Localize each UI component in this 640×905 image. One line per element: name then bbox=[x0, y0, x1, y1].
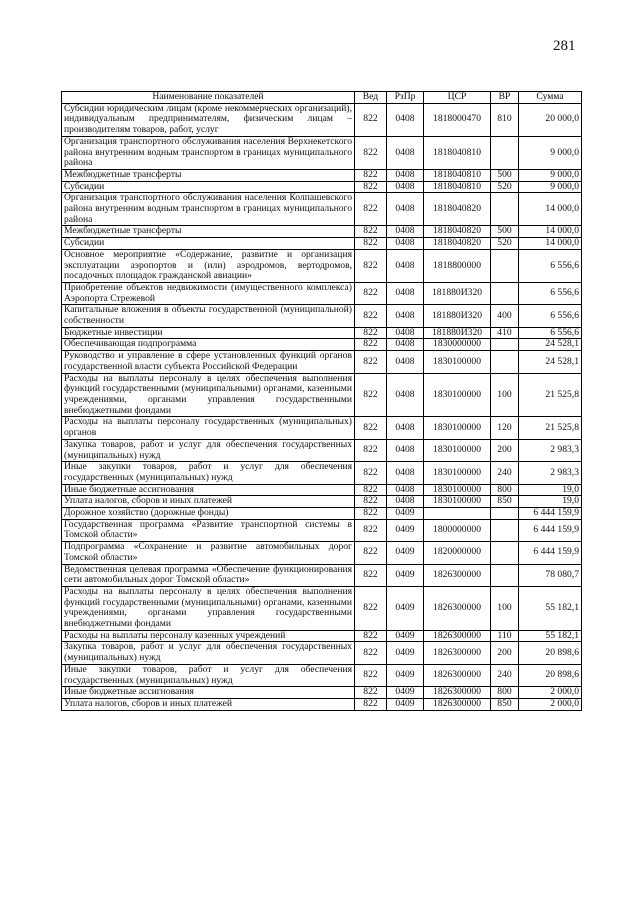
table-row bbox=[62, 136, 582, 169]
cell-csr: 181880И320 bbox=[424, 327, 491, 339]
cell-rzpr: 0408 bbox=[387, 226, 424, 238]
table-row bbox=[62, 238, 582, 250]
table-row bbox=[62, 305, 582, 327]
table-row bbox=[62, 462, 582, 484]
cell-vr: 120 bbox=[491, 417, 519, 439]
cell-ved: 822 bbox=[355, 305, 387, 327]
table-row bbox=[62, 327, 582, 339]
table-header bbox=[62, 92, 582, 104]
cell-vr: 100 bbox=[491, 586, 519, 630]
cell-rzpr: 0408 bbox=[387, 339, 424, 351]
cell-ved: 822 bbox=[355, 249, 387, 282]
cell-csr: 1826300000 bbox=[424, 664, 491, 686]
cell-ved: 822 bbox=[355, 136, 387, 169]
cell-rzpr: 0409 bbox=[387, 630, 424, 642]
cell-name: Расходы на выплаты персоналу государственных (муниципальных) органов bbox=[62, 417, 355, 439]
table-row bbox=[62, 630, 582, 642]
table-row bbox=[62, 181, 582, 193]
cell-vr bbox=[491, 519, 519, 541]
cell-sum: 78 080,7 bbox=[519, 564, 582, 586]
cell-vr: 850 bbox=[491, 698, 519, 710]
cell-name: Иные закупки товаров, работ и услуг для обеспечения государственных (муниципальных) нужд bbox=[62, 664, 355, 686]
cell-rzpr: 0408 bbox=[387, 305, 424, 327]
cell-sum: 6 556,6 bbox=[519, 249, 582, 282]
cell-ved: 822 bbox=[355, 373, 387, 417]
cell-vr: 800 bbox=[491, 687, 519, 699]
cell-csr: 1818040810 bbox=[424, 136, 491, 169]
cell-rzpr: 0409 bbox=[387, 519, 424, 541]
cell-rzpr: 0408 bbox=[387, 169, 424, 181]
cell-name: Иные закупки товаров, работ и услуг для обеспечения государственных (муниципальных) нужд bbox=[62, 462, 355, 484]
cell-vr: 200 bbox=[491, 642, 519, 664]
cell-csr: 1830100000 bbox=[424, 417, 491, 439]
cell-sum: 9 000,0 bbox=[519, 169, 582, 181]
cell-name: Государственная программа «Развитие транспортной системы в Томской области» bbox=[62, 519, 355, 541]
cell-name: Субсидии юридическим лицам (кроме некоммерческих организаций), индивидуальным предпринимателям, физическим лицам – производителям товаров, работ, услуг bbox=[62, 103, 355, 136]
cell-vr bbox=[491, 508, 519, 520]
header-vr: ВР bbox=[491, 92, 519, 104]
cell-csr: 1830100000 bbox=[424, 373, 491, 417]
table-row bbox=[62, 439, 582, 461]
cell-name: Субсидии bbox=[62, 181, 355, 193]
cell-name: Иные бюджетные ассигнования bbox=[62, 687, 355, 699]
cell-ved: 822 bbox=[355, 630, 387, 642]
header-row bbox=[62, 92, 582, 104]
cell-csr: 1818800000 bbox=[424, 249, 491, 282]
cell-name: Уплата налогов, сборов и иных платежей bbox=[62, 698, 355, 710]
cell-csr: 1826300000 bbox=[424, 630, 491, 642]
cell-name: Расходы на выплаты персоналу в целях обеспечения выполнения функций государственными (муниципальными) органами, казенными учреждениями, органами управления государственными внебюджетными фондами bbox=[62, 373, 355, 417]
cell-csr: 1826300000 bbox=[424, 642, 491, 664]
table-row bbox=[62, 103, 582, 136]
cell-rzpr: 0409 bbox=[387, 586, 424, 630]
cell-vr bbox=[491, 339, 519, 351]
cell-sum: 19,0 bbox=[519, 496, 582, 508]
cell-rzpr: 0408 bbox=[387, 484, 424, 496]
cell-rzpr: 0408 bbox=[387, 462, 424, 484]
cell-name: Расходы на выплаты персоналу в целях обеспечения выполнения функций государственными (муниципальными) органами, казенными учреждениями, органами управления государственными внебюджетными фондами bbox=[62, 586, 355, 630]
cell-ved: 822 bbox=[355, 496, 387, 508]
table-row bbox=[62, 226, 582, 238]
cell-name: Руководство и управление в сфере установленных функций органов государственной власти субъекта Российской Федерации bbox=[62, 351, 355, 373]
table-row bbox=[62, 508, 582, 520]
cell-ved: 822 bbox=[355, 484, 387, 496]
table-row bbox=[62, 519, 582, 541]
cell-sum: 6 556,6 bbox=[519, 282, 582, 304]
cell-vr: 850 bbox=[491, 496, 519, 508]
cell-rzpr: 0408 bbox=[387, 373, 424, 417]
cell-sum: 21 525,8 bbox=[519, 373, 582, 417]
cell-rzpr: 0408 bbox=[387, 249, 424, 282]
cell-vr: 520 bbox=[491, 238, 519, 250]
cell-vr bbox=[491, 564, 519, 586]
cell-csr: 181880И320 bbox=[424, 282, 491, 304]
cell-ved: 822 bbox=[355, 181, 387, 193]
cell-rzpr: 0409 bbox=[387, 664, 424, 686]
cell-csr: 181880И320 bbox=[424, 305, 491, 327]
cell-name: Приобретение объектов недвижимости (имущественного комплекса) Аэропорта Стрежевой bbox=[62, 282, 355, 304]
header-name: Наименование показателей bbox=[62, 92, 355, 104]
cell-sum: 24 528,1 bbox=[519, 351, 582, 373]
cell-rzpr: 0409 bbox=[387, 642, 424, 664]
cell-csr: 1826300000 bbox=[424, 698, 491, 710]
cell-vr bbox=[491, 282, 519, 304]
cell-ved: 822 bbox=[355, 282, 387, 304]
header-rzpr: РзПр bbox=[387, 92, 424, 104]
cell-sum: 14 000,0 bbox=[519, 193, 582, 226]
cell-vr: 500 bbox=[491, 226, 519, 238]
table-row bbox=[62, 373, 582, 417]
cell-name: Иные бюджетные ассигнования bbox=[62, 484, 355, 496]
cell-csr: 1830100000 bbox=[424, 496, 491, 508]
cell-vr bbox=[491, 249, 519, 282]
cell-name: Закупка товаров, работ и услуг для обеспечения государственных (муниципальных) нужд bbox=[62, 439, 355, 461]
table-row bbox=[62, 496, 582, 508]
table-row bbox=[62, 169, 582, 181]
cell-sum: 6 444 159,9 bbox=[519, 508, 582, 520]
cell-sum: 2 983,3 bbox=[519, 439, 582, 461]
cell-name: Расходы на выплаты персоналу казенных учреждений bbox=[62, 630, 355, 642]
cell-rzpr: 0408 bbox=[387, 193, 424, 226]
cell-csr: 1818000470 bbox=[424, 103, 491, 136]
budget-table bbox=[61, 91, 582, 711]
cell-name: Уплата налогов, сборов и иных платежей bbox=[62, 496, 355, 508]
table-row bbox=[62, 417, 582, 439]
cell-sum: 19,0 bbox=[519, 484, 582, 496]
cell-ved: 822 bbox=[355, 564, 387, 586]
cell-name: Дорожное хозяйство (дорожные фонды) bbox=[62, 508, 355, 520]
table-row bbox=[62, 282, 582, 304]
cell-rzpr: 0408 bbox=[387, 351, 424, 373]
table-row bbox=[62, 664, 582, 686]
cell-name: Межбюджетные трансферты bbox=[62, 226, 355, 238]
table-row bbox=[62, 687, 582, 699]
cell-ved: 822 bbox=[355, 417, 387, 439]
cell-ved: 822 bbox=[355, 439, 387, 461]
cell-name: Подпрограмма «Сохранение и развитие автомобильных дорог Томской области» bbox=[62, 542, 355, 564]
cell-vr bbox=[491, 542, 519, 564]
page-number: 281 bbox=[553, 38, 576, 54]
cell-csr: 1818040820 bbox=[424, 193, 491, 226]
cell-sum: 21 525,8 bbox=[519, 417, 582, 439]
table-row bbox=[62, 542, 582, 564]
cell-csr: 1820000000 bbox=[424, 542, 491, 564]
cell-ved: 822 bbox=[355, 238, 387, 250]
table-row bbox=[62, 339, 582, 351]
cell-ved: 822 bbox=[355, 351, 387, 373]
cell-csr: 1818040820 bbox=[424, 226, 491, 238]
cell-ved: 822 bbox=[355, 642, 387, 664]
cell-ved: 822 bbox=[355, 226, 387, 238]
table-row bbox=[62, 484, 582, 496]
cell-sum: 6 444 159,9 bbox=[519, 519, 582, 541]
cell-csr: 1826300000 bbox=[424, 687, 491, 699]
table-body bbox=[62, 103, 582, 710]
table-row bbox=[62, 351, 582, 373]
cell-rzpr: 0408 bbox=[387, 496, 424, 508]
cell-name: Капитальные вложения в объекты государственной (муниципальной) собственности bbox=[62, 305, 355, 327]
cell-ved: 822 bbox=[355, 519, 387, 541]
header-sum: Сумма bbox=[519, 92, 582, 104]
header-csr: ЦСР bbox=[424, 92, 491, 104]
cell-ved: 822 bbox=[355, 542, 387, 564]
cell-ved: 822 bbox=[355, 169, 387, 181]
cell-rzpr: 0408 bbox=[387, 238, 424, 250]
cell-rzpr: 0408 bbox=[387, 417, 424, 439]
cell-vr: 800 bbox=[491, 484, 519, 496]
cell-ved: 822 bbox=[355, 193, 387, 226]
cell-name: Организация транспортного обслуживания населения Колпашевского района внутренним водным транспортом в границах муниципального района bbox=[62, 193, 355, 226]
cell-ved: 822 bbox=[355, 586, 387, 630]
cell-rzpr: 0408 bbox=[387, 327, 424, 339]
cell-csr: 1826300000 bbox=[424, 564, 491, 586]
cell-vr: 400 bbox=[491, 305, 519, 327]
cell-vr: 200 bbox=[491, 439, 519, 461]
cell-name: Межбюджетные трансферты bbox=[62, 169, 355, 181]
cell-sum: 6 444 159,9 bbox=[519, 542, 582, 564]
cell-rzpr: 0408 bbox=[387, 181, 424, 193]
cell-sum: 20 000,0 bbox=[519, 103, 582, 136]
cell-vr: 520 bbox=[491, 181, 519, 193]
cell-rzpr: 0408 bbox=[387, 103, 424, 136]
cell-name: Организация транспортного обслуживания населения Верхнекетского района внутренним водным транспортом в границах муниципального района bbox=[62, 136, 355, 169]
cell-csr: 1830000000 bbox=[424, 339, 491, 351]
cell-name: Ведомственная целевая программа «Обеспечение функционирования сети автомобильных дорог Томской области» bbox=[62, 564, 355, 586]
cell-rzpr: 0408 bbox=[387, 439, 424, 461]
cell-sum: 9 000,0 bbox=[519, 181, 582, 193]
cell-sum: 2 000,0 bbox=[519, 698, 582, 710]
table-row bbox=[62, 586, 582, 630]
table-row bbox=[62, 249, 582, 282]
cell-vr bbox=[491, 136, 519, 169]
cell-csr: 1800000000 bbox=[424, 519, 491, 541]
cell-sum: 14 000,0 bbox=[519, 226, 582, 238]
table-row bbox=[62, 698, 582, 710]
table-row bbox=[62, 642, 582, 664]
cell-vr: 410 bbox=[491, 327, 519, 339]
cell-ved: 822 bbox=[355, 687, 387, 699]
cell-ved: 822 bbox=[355, 327, 387, 339]
cell-rzpr: 0409 bbox=[387, 564, 424, 586]
cell-csr: 1830100000 bbox=[424, 351, 491, 373]
cell-ved: 822 bbox=[355, 664, 387, 686]
cell-sum: 6 556,6 bbox=[519, 327, 582, 339]
cell-vr: 240 bbox=[491, 664, 519, 686]
cell-sum: 14 000,0 bbox=[519, 238, 582, 250]
cell-name: Субсидии bbox=[62, 238, 355, 250]
cell-vr bbox=[491, 351, 519, 373]
cell-sum: 55 182,1 bbox=[519, 586, 582, 630]
cell-csr: 1826300000 bbox=[424, 586, 491, 630]
cell-name: Бюджетные инвестиции bbox=[62, 327, 355, 339]
cell-ved: 822 bbox=[355, 698, 387, 710]
cell-vr bbox=[491, 193, 519, 226]
cell-sum: 20 898,6 bbox=[519, 642, 582, 664]
cell-name: Закупка товаров, работ и услуг для обеспечения государственных (муниципальных) нужд bbox=[62, 642, 355, 664]
cell-vr: 240 bbox=[491, 462, 519, 484]
cell-sum: 2 983,3 bbox=[519, 462, 582, 484]
cell-rzpr: 0408 bbox=[387, 136, 424, 169]
cell-csr: 1830100000 bbox=[424, 439, 491, 461]
cell-rzpr: 0409 bbox=[387, 508, 424, 520]
cell-ved: 822 bbox=[355, 508, 387, 520]
header-ved: Вед bbox=[355, 92, 387, 104]
cell-csr bbox=[424, 508, 491, 520]
cell-sum: 20 898,6 bbox=[519, 664, 582, 686]
cell-vr: 100 bbox=[491, 373, 519, 417]
cell-sum: 55 182,1 bbox=[519, 630, 582, 642]
cell-ved: 822 bbox=[355, 462, 387, 484]
cell-csr: 1818040820 bbox=[424, 238, 491, 250]
cell-sum: 24 528,1 bbox=[519, 339, 582, 351]
cell-name: Обеспечивающая подпрограмма bbox=[62, 339, 355, 351]
cell-csr: 1830100000 bbox=[424, 462, 491, 484]
cell-rzpr: 0409 bbox=[387, 542, 424, 564]
cell-rzpr: 0408 bbox=[387, 282, 424, 304]
table-row bbox=[62, 564, 582, 586]
cell-ved: 822 bbox=[355, 103, 387, 136]
cell-csr: 1818040810 bbox=[424, 169, 491, 181]
table-row bbox=[62, 193, 582, 226]
cell-name: Основное мероприятие «Содержание, развитие и организация эксплуатации аэропортов и (или) аэродромов, вертодромов, посадочных площадок гражданской авиации» bbox=[62, 249, 355, 282]
cell-sum: 2 000,0 bbox=[519, 687, 582, 699]
cell-rzpr: 0409 bbox=[387, 687, 424, 699]
cell-ved: 822 bbox=[355, 339, 387, 351]
cell-sum: 6 556,6 bbox=[519, 305, 582, 327]
cell-rzpr: 0409 bbox=[387, 698, 424, 710]
cell-sum: 9 000,0 bbox=[519, 136, 582, 169]
cell-vr: 110 bbox=[491, 630, 519, 642]
cell-vr: 500 bbox=[491, 169, 519, 181]
cell-vr: 810 bbox=[491, 103, 519, 136]
cell-csr: 1830100000 bbox=[424, 484, 491, 496]
cell-csr: 1818040810 bbox=[424, 181, 491, 193]
